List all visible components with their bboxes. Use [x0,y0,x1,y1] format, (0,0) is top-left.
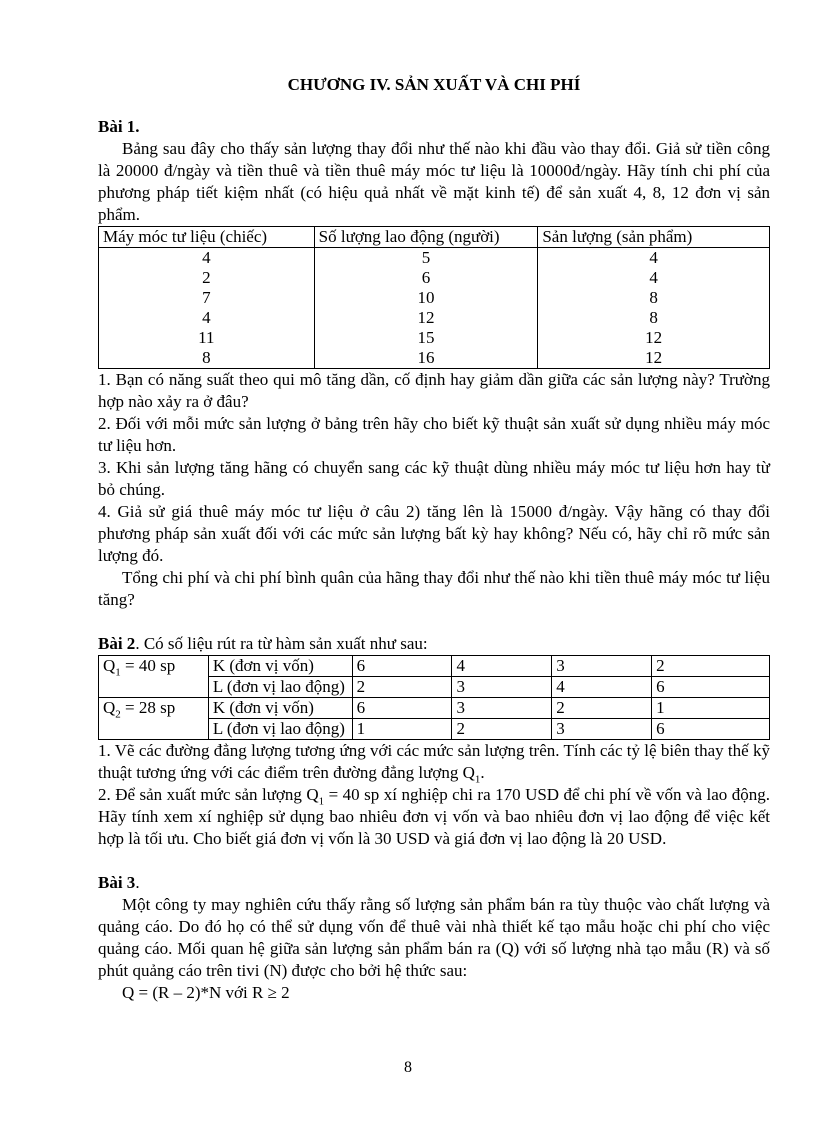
table-cell: 4 [452,656,552,677]
table-cell: 2 [352,677,452,698]
bai3-heading-label: Bài 3 [98,873,136,892]
table-cell: 2 [452,719,552,740]
table-cell: 15 [417,328,435,347]
table-cell: 3 [552,719,652,740]
table-cell: 8 [202,348,211,367]
table-row [99,698,770,719]
table-cell: 1 [652,698,770,719]
bai1-intro: Bảng sau đây cho thấy sản lượng thay đổi như thế nào khi đầu vào thay đổi. Giả sử tiền công là 20000 đ/ngày và tiền thuê và tiền thuê máy móc tư liệu là 10000đ/ngày. Hãy tính chi phí của phương pháp tiết kiệm nhất (có hiệu quả nhất về mặt kinh tế) để sản xuất 4, 8, 12 đơn vị sản phẩm. [98,139,770,224]
table-cell: 3 [452,677,552,698]
chapter-title: CHƯƠNG IV. SẢN XUẤT VÀ CHI PHÍ [287,75,581,94]
l-label: L (đơn vị lao động) [208,719,352,740]
table-cell: 2 [652,656,770,677]
bai2-question-2: 2. Để sản xuất mức sản lượng $Q_1 = 40$ sp xí nghiệp chi ra 170 USD để chi phí về vốn và lao động. Hãy tính xem xí nghiệp sử dụng bao nhiêu đơn vị vốn và bao nhiêu đơn vị lao động để việc kết hợp là tối ưu. Cho biết giá đơn vị vốn là 30 USD và giá đơn vị lao động là 20 USD. [98,785,770,848]
table-cell: 6 [352,698,452,719]
table-cell: 4 [649,268,658,287]
table-cell: 1 [352,719,452,740]
table-cell: 11 [198,328,215,347]
table-cell: 4 [552,677,652,698]
bai1-table [98,226,770,369]
k-label: K (đơn vị vốn) [208,698,352,719]
col-header-machines: Máy móc tư liệu (chiếc) [99,227,315,248]
q2-label: $Q_2 = 28$ sp [99,698,209,740]
table-cell: 5 [421,248,431,267]
document-page [98,74,770,1004]
bai3-formula: Q = (R – 2)*N với R ≥ 2 [122,983,290,1002]
bai2-heading [98,633,770,655]
bai2-question-1: 1. Vẽ các đường đẳng lượng tương ứng với các mức sản lượng trên. Tính các tỷ lệ biên thay thế kỹ thuật tương ứng với các điểm trên đường đẳng lượng $Q_1$. [98,741,770,786]
bai1-heading: Bài 1. [98,117,140,136]
bai2-heading-label: Bài 2 [98,634,136,653]
bai1-question-5: Tổng chi phí và chi phí bình quân của hãng thay đổi như thế nào khi tiền thuê máy móc tư liệu tăng? [98,568,770,609]
table-cell: 3 [552,656,652,677]
bai3-intro: Một công ty may nghiên cứu thấy rằng số lượng sản phẩm bán ra tùy thuộc vào chất lượng và quảng cáo. Do đó họ có thể sử dụng vốn để thuê vài nhà thiết kế tạo mẫu hoặc chi phí cho việc quảng cáo. Mối quan hệ giữa sản lượng sản phẩm bán ra (Q) với số lượng nhà tạo mẫu (R) và số phút quảng cáo trên tivi (N) được cho bởi hệ thức sau: [98,895,770,980]
table-cell: 12 [417,308,435,327]
col-header-labor: Số lượng lao động (người) [314,227,538,248]
table-cell: 3 [452,698,552,719]
bai1-question-1: 1. Bạn có năng suất theo qui mô tăng dần, cố định hay giảm dần giữa các sản lượng này? Trường hợp nào xảy ra ở đâu? [98,370,770,411]
table-cell: 6 [421,268,431,287]
table-cell: 6 [652,677,770,698]
page-number: 8 [404,1059,412,1076]
table-cell: 4 [649,248,658,267]
bai2-table [98,655,770,740]
table-cell: 12 [645,348,663,367]
machines-column [99,248,315,369]
table-cell: 8 [649,308,658,327]
table-cell: 7 [202,288,211,307]
col-header-output: Sản lượng (sản phẩm) [538,227,770,248]
labor-column [314,248,538,369]
table-cell: 2 [202,268,211,287]
bai1-table-header [99,227,770,248]
bai2-heading-text: . Có số liệu rút ra từ hàm sản xuất như sau: [135,634,428,653]
table-row [99,656,770,677]
k-label: K (đơn vị vốn) [208,656,352,677]
table-cell: 6 [652,719,770,740]
table-cell: 4 [202,248,211,267]
table-cell: 4 [202,308,211,327]
table-cell: 12 [645,328,663,347]
table-cell: 8 [649,288,658,307]
bai1-table-body [99,248,770,369]
bai1-question-2: 2. Đối với mỗi mức sản lượng ở bảng trên hãy cho biết kỹ thuật sản xuất sử dụng nhiều máy móc tư liệu hơn. [98,414,770,455]
bai1-question-4: 4. Giả sử giá thuê máy móc tư liệu ở câu 2) tăng lên là 15000 đ/ngày. Vậy hãng có thay đổi phương pháp sản xuất đối với các mức sản lượng bất kỳ hay không? Nếu có, hãy chỉ rõ mức sản lượng đó. [98,502,770,565]
table-cell: 6 [352,656,452,677]
table-cell: 2 [552,698,652,719]
table-cell: 10 [417,288,435,307]
q1-label: $Q_1 = 40$ sp [99,656,209,698]
output-column [538,248,770,369]
table-cell: 16 [417,348,435,367]
l-label: L (đơn vị lao động) [208,677,352,698]
bai3-heading: Bài 3. [98,873,140,892]
bai1-question-3: 3. Khi sản lượng tăng hãng có chuyển sang các kỹ thuật dùng nhiều máy móc tư liệu hơn hay từ bỏ chúng. [98,458,770,499]
